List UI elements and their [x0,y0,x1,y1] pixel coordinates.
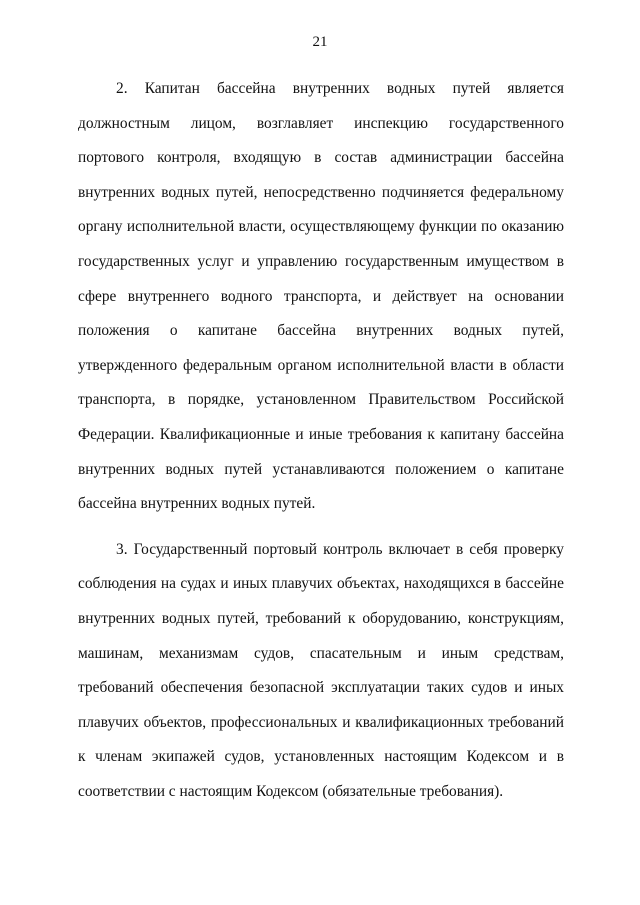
paragraph-number: 3. [116,540,128,558]
paragraph-text: Капитан бассейна внутренних водных путей является должностным лицом, возглавляет инспекцию государственного портового контроля, входящую в состав администрации бассейна внутренних водных путей, непосредственно подчиняется федеральному органу исполнительной власти, осуществляющему функции по оказанию государственных услуг и управлению государственным имуществом в сфере внутреннего водного транспорта, и действует на основании положения о капитане бассейна внутренних водных путей, утвержденного федеральным органом исполнительной власти в области транспорта, в порядке, установленном Правительством Российской Федерации. Квалификационные и иные требования к капитану бассейна внутренних водных путей устанавливаются положением о капитане бассейна внутренних водных путей. [78,80,564,513]
paragraph-2 [78,72,564,522]
document-body [78,72,564,809]
paragraph-number: 2. [116,80,128,97]
paragraph-3 [78,533,564,810]
page-number: 21 [312,34,328,50]
paragraph-text: Государственный портовый контроль включает в себя проверку соблюдения на судах и иных плавучих объектах, находящихся в бассейне внутренних водных путей, требований к оборудованию, конструкциям, машинам, механизмам судов, спасательным и иным средствам, требований обеспечения безопасной эксплуатации таких судов и иных плавучих объектов, профессиональных и квалификационных требований к членам экипажей судов, установленных настоящим Кодексом и в соответствии с настоящим Кодексом (обязательные требования). [78,540,564,800]
